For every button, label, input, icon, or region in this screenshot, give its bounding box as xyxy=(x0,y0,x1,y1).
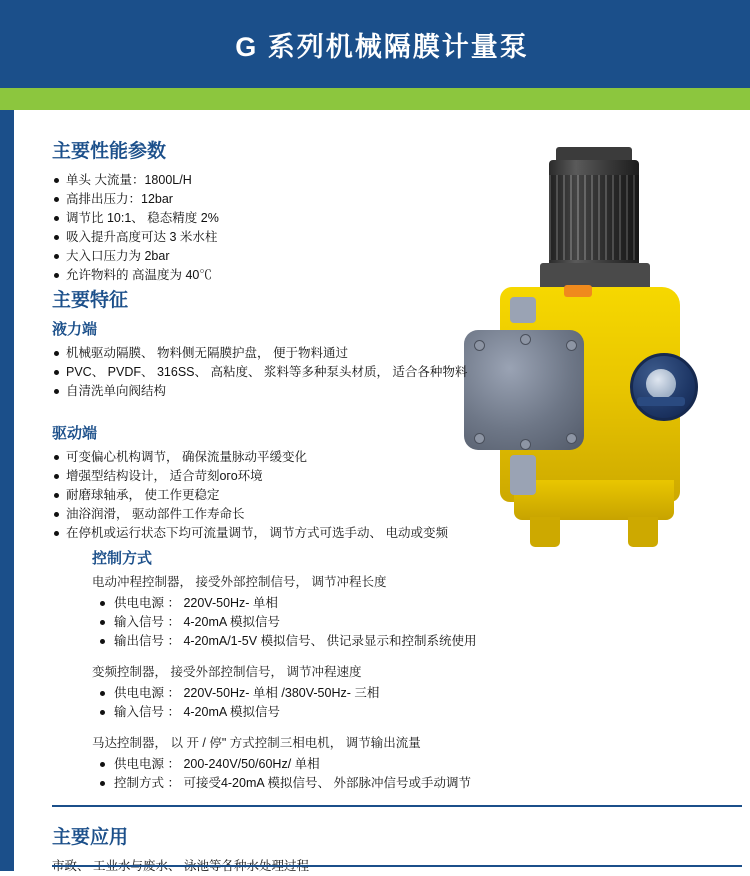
list-item: 供电电源 ： 220V-50Hz- 单相 xyxy=(92,594,592,613)
performance-title: 主要性能参数 xyxy=(52,141,167,162)
control-group-electric-stroke xyxy=(92,573,592,651)
pump-housing-base xyxy=(514,480,674,520)
list-item: PVC、 PVDF、 316SS、 高粘度、 浆料等多种泵头材质， 适合各种物料 xyxy=(52,363,482,382)
control-group-list xyxy=(92,684,592,722)
divider-bottom xyxy=(52,865,742,867)
control-group-motor xyxy=(92,734,592,793)
left-spine-bar xyxy=(0,0,14,871)
list-item: 输出信号 ： 4-20mA/1-5V 模拟信号、 供记录显示和控制系统使用 xyxy=(92,632,592,651)
list-item: 油浴润滑， 驱动部件工作寿命长 xyxy=(52,505,512,524)
page-content xyxy=(14,110,750,871)
performance-list xyxy=(52,171,482,285)
control-mode-title: 控制方式 xyxy=(92,550,153,567)
header-accent-bar xyxy=(14,88,750,110)
motor-cooling-fins xyxy=(549,175,639,260)
drive-end-title: 驱动端 xyxy=(52,425,98,442)
application-section xyxy=(52,822,612,876)
page-header xyxy=(14,0,750,88)
drive-end-section xyxy=(52,422,512,543)
list-item: 高排出压力：12bar xyxy=(52,190,482,209)
hydraulic-end-list xyxy=(52,344,482,401)
flange-bolt xyxy=(566,340,577,351)
control-group-lead: 马达控制器， 以 开 / 停" 方式控制三相电机， 调节输出流量 xyxy=(92,736,421,750)
list-item: 大入口压力为 2bar xyxy=(52,247,482,266)
control-mode-section xyxy=(92,547,592,805)
list-item: 机械驱动隔膜、 物料侧无隔膜护盘， 便于物料通过 xyxy=(52,344,482,363)
control-group-vfd xyxy=(92,663,592,722)
features-title: 主要特征 xyxy=(52,290,129,311)
drive-end-list xyxy=(52,448,512,543)
pump-foot-left xyxy=(530,517,560,547)
divider-top xyxy=(52,805,742,807)
left-spine-accent xyxy=(0,88,14,110)
list-item: 调节比 10:1、 稳态精度 2% xyxy=(52,209,482,228)
list-item: 输入信号 ： 4-20mA 模拟信号 xyxy=(92,703,592,722)
hydraulic-end-title: 液力端 xyxy=(52,321,98,338)
list-item: 供电电源 ： 200-240V/50/60Hz/ 单相 xyxy=(92,755,592,774)
page-title: G 系列机械隔膜计量泵 xyxy=(235,31,529,62)
list-item: 输入信号 ： 4-20mA 模拟信号 xyxy=(92,613,592,632)
list-item: 单头 大流量：1800L/H xyxy=(52,171,482,190)
control-group-list xyxy=(92,755,592,793)
application-title: 主要应用 xyxy=(52,827,129,848)
list-item: 供电电源 ： 220V-50Hz- 单相 /380V-50Hz- 三相 xyxy=(92,684,592,703)
discharge-valve xyxy=(510,297,536,323)
performance-section xyxy=(52,136,482,285)
list-item: 允许物料的 高温度为 40℃ xyxy=(52,266,482,285)
flange-bolt xyxy=(566,433,577,444)
features-section xyxy=(52,285,482,320)
list-item: 自清洗单向阀结构 xyxy=(52,382,482,401)
hydraulic-end-section xyxy=(52,318,482,401)
list-item: 可变偏心机构调节， 确保流量脉动平缓变化 xyxy=(52,448,512,467)
flange-bolt xyxy=(520,439,531,450)
list-item: 增强型结构设计， 适合苛刻ого环境 xyxy=(52,467,512,486)
orange-vent-cap xyxy=(564,285,592,297)
suction-valve xyxy=(510,455,536,495)
list-item: 吸入提升高度可达 3 米水柱 xyxy=(52,228,482,247)
list-item: 在停机或运行状态下均可流量调节， 调节方式可选手动、 电动或变频 xyxy=(52,524,512,543)
control-group-lead: 电动冲程控制器， 接受外部控制信号， 调节冲程长度 xyxy=(92,575,387,589)
stroke-adjust-knob-band xyxy=(637,397,685,406)
flange-bolt xyxy=(520,334,531,345)
stroke-adjust-knob-center xyxy=(646,369,676,399)
list-item: 耐磨球轴承， 使工作更稳定 xyxy=(52,486,512,505)
pump-foot-right xyxy=(628,517,658,547)
control-group-list xyxy=(92,594,592,651)
list-item: 控制方式 ： 可接受4-20mA 模拟信号、 外部脉冲信号或手动调节 xyxy=(92,774,592,793)
control-group-lead: 变频控制器， 接受外部控制信号， 调节冲程速度 xyxy=(92,665,362,679)
